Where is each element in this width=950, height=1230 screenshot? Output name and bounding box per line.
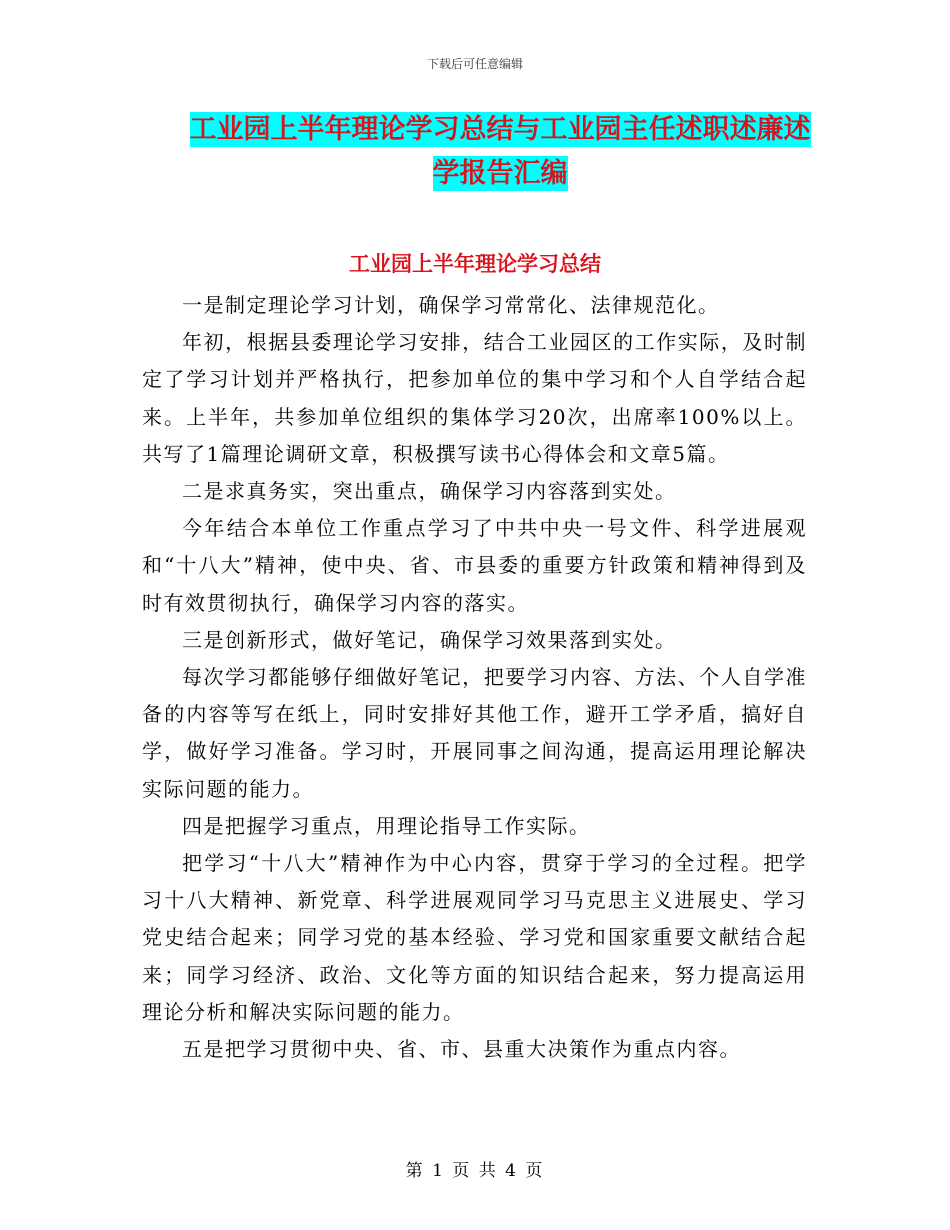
paragraph-7: 四是把握学习重点，用理论指导工作实际。 bbox=[182, 813, 591, 838]
section-title: 工业园上半年理论学习总结 bbox=[349, 252, 601, 276]
paragraph-6: 每次学习都能够仔细做好笔记，把要学习内容、方法、个人自学准备的内容等写在纸上，同时安排好其他工作，避开工学矛盾，搞好自学，做好学习准备。学习时，开展同事之间沟通，提高运用理论解决实际问题的能力。 bbox=[142, 665, 807, 801]
document-title-line-1: 工业园上半年理论学习总结与工业园主任述职述廉述 bbox=[189, 114, 811, 145]
page-header-note: 下载后可任意编辑 bbox=[426, 57, 523, 71]
document-body bbox=[142, 287, 807, 1068]
document-title-line-2: 学报告汇编 bbox=[432, 158, 568, 189]
page-footer: 第 1 页 共 4 页 bbox=[405, 1161, 545, 1181]
paragraph-9: 五是把学习贯彻中央、省、市、县重大决策作为重点内容。 bbox=[182, 1037, 741, 1062]
paragraph-8: 把学习“十八大”精神作为中心内容，贯穿于学习的全过程。把学习十八大精神、新党章、科学进展观同学习马克思主义进展史、学习党史结合起来；同学习党的基本经验、学习党和国家重要文献结合起来；同学习经济、政治、文化等方面的知识结合起来，努力提高运用理论分析和解决实际问题的能力。 bbox=[142, 851, 807, 1024]
paragraph-3: 二是求真务实，突出重点，确保学习内容落到实处。 bbox=[182, 479, 677, 504]
paragraph-4: 今年结合本单位工作重点学习了中共中央一号文件、科学进展观和“十八大”精神，使中央、省、市县委的重要方针政策和精神得到及时有效贯彻执行，确保学习内容的落实。 bbox=[142, 516, 807, 615]
document-title bbox=[150, 108, 850, 196]
paragraph-1: 一是制定理论学习计划，确保学习常常化、法律规范化。 bbox=[182, 293, 720, 317]
paragraph-5: 三是创新形式，做好笔记，确保学习效果落到实处。 bbox=[182, 627, 677, 652]
paragraph-2: 年初，根据县委理论学习安排，结合工业园区的工作实际，及时制定了学习计划并严格执行，把参加单位的集中学习和个人自学结合起来。上半年，共参加单位组织的集体学习20次，出席率100%以上。共写了1篇理论调研文章，积极撰写读书心得体会和文章5篇。 bbox=[142, 330, 807, 466]
